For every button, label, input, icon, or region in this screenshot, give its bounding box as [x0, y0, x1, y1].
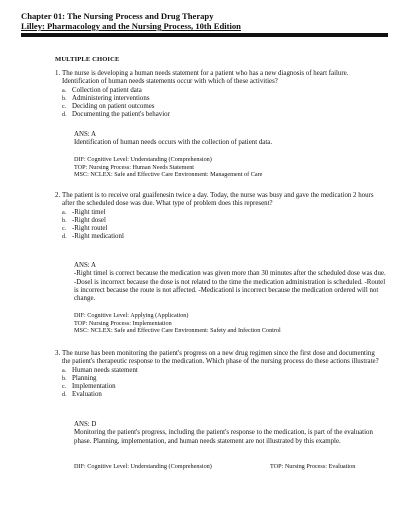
answer-block-3 — [74, 421, 386, 446]
option-item — [62, 391, 382, 399]
answer-block-2 — [74, 262, 386, 303]
option-text: -Right timel — [72, 208, 106, 216]
option-item — [62, 103, 382, 111]
answer-label: ANS: A — [74, 262, 97, 269]
document-header — [21, 11, 241, 31]
question-number: 3. — [55, 350, 61, 357]
question-number: 1. — [55, 70, 61, 77]
difficulty-label: DIF: Cognitive Level: Understanding (Comprehension) — [74, 156, 212, 163]
question-number: 2. — [55, 192, 61, 199]
option-text: Documenting the patient's behavior — [72, 111, 170, 119]
option-text: Administering interventions — [72, 94, 150, 102]
option-text: Planning — [72, 374, 97, 382]
option-letter: c. — [62, 225, 67, 233]
option-letter: d. — [62, 111, 67, 119]
option-letter: b. — [62, 374, 67, 382]
option-item — [62, 217, 382, 225]
chapter-title: Chapter 01: The Nursing Process and Drug Therapy — [21, 11, 214, 21]
option-item — [62, 111, 382, 119]
option-item — [62, 209, 382, 217]
option-letter: a. — [62, 366, 67, 374]
option-item — [62, 95, 382, 103]
header-rule — [21, 33, 388, 37]
topic-label: TOP: Nursing Process: Implementation — [74, 319, 172, 327]
option-text: Collection of patient data — [72, 86, 142, 94]
rationale: Monitoring the patient's progress, including the patient's response to the medication, is part of the evaluation phase. Planning, implementation, and human needs statement are not illustrated by this example. — [74, 429, 373, 445]
answer-label: ANS: A — [74, 131, 97, 138]
meta-row — [74, 463, 386, 471]
msc-label: MSC: NCLEX: Safe and Effective Care Environment: Management of Care — [74, 171, 263, 179]
meta-block-1 — [74, 156, 386, 179]
option-text: Evaluation — [72, 391, 102, 399]
option-letter: d. — [62, 391, 67, 399]
option-text: Human needs statement — [72, 366, 138, 374]
difficulty-label: DIF: Cognitive Level: Understanding (Comprehension) — [74, 463, 212, 470]
question-1 — [55, 70, 382, 120]
option-text: -Right medicationl — [72, 233, 124, 241]
msc-label: MSC: NCLEX: Safe and Effective Care Environment: Safety and Infection Control — [74, 327, 281, 335]
topic-label: TOP: Nursing Process: Evaluation — [270, 463, 356, 470]
option-letter: b. — [62, 216, 67, 224]
option-letter: a. — [62, 208, 67, 216]
book-title: Lilley: Pharmacology and the Nursing Process, 10th Edition — [21, 21, 241, 31]
answer-block-1 — [74, 131, 386, 148]
option-text: -Right dosel — [72, 216, 106, 224]
option-item — [62, 87, 382, 95]
option-item — [62, 225, 382, 233]
option-letter: c. — [62, 383, 67, 391]
option-item — [62, 367, 382, 375]
meta-block-2 — [74, 312, 386, 335]
answer-label: ANS: D — [74, 421, 97, 428]
question-stem: The patient is to receive oral guaifenesin twice a day. Today, the nurse was busy and gave the medication 2 hours after the scheduled dose was due. What type of problem does this represent? — [62, 192, 374, 208]
option-letter: a. — [62, 86, 67, 94]
option-item — [62, 233, 382, 241]
option-text: Deciding on patient outcomes — [72, 103, 155, 111]
option-list — [62, 209, 382, 242]
rationale: Identification of human needs occurs with the collection of patient data. — [74, 139, 273, 147]
question-2 — [55, 192, 382, 242]
question-stem: The nurse has been monitoring the patient's progress on a new drug regimen since the first dose and documenting the patient's therapeutic response to the medication. Which phase of the nursing process do these actions illustrate? — [62, 350, 379, 366]
option-item — [62, 375, 382, 383]
rationale: -Right timel is correct because the medication was given more than 30 minutes after the scheduled dose was due. -Dosel is incorrect because the dose is not related to the time the medication administration is scheduled. -Routel is incorrect because the route is not affected. -Medicationl is incorrect because the medication ordered will not change. — [74, 270, 386, 303]
option-letter: c. — [62, 103, 67, 111]
option-letter: d. — [62, 233, 67, 241]
meta-block-3 — [74, 463, 386, 471]
section-title: MULTIPLE CHOICE — [55, 56, 120, 63]
option-text: -Right routel — [72, 225, 108, 233]
option-list — [62, 367, 382, 400]
option-list — [62, 87, 382, 120]
difficulty-label: DIF: Cognitive Level: Applying (Application) — [74, 312, 189, 319]
option-letter: b. — [62, 94, 67, 102]
question-3 — [55, 350, 382, 400]
option-text: Implementation — [72, 383, 116, 391]
option-item — [62, 383, 382, 391]
question-stem: The nurse is developing a human needs statement for a patient who has a new diagnosis of heart failure. Identification of human needs statements occur with which of these activities? — [62, 70, 349, 86]
topic-label: TOP: Nursing Process: Human Needs Statement — [74, 163, 195, 171]
